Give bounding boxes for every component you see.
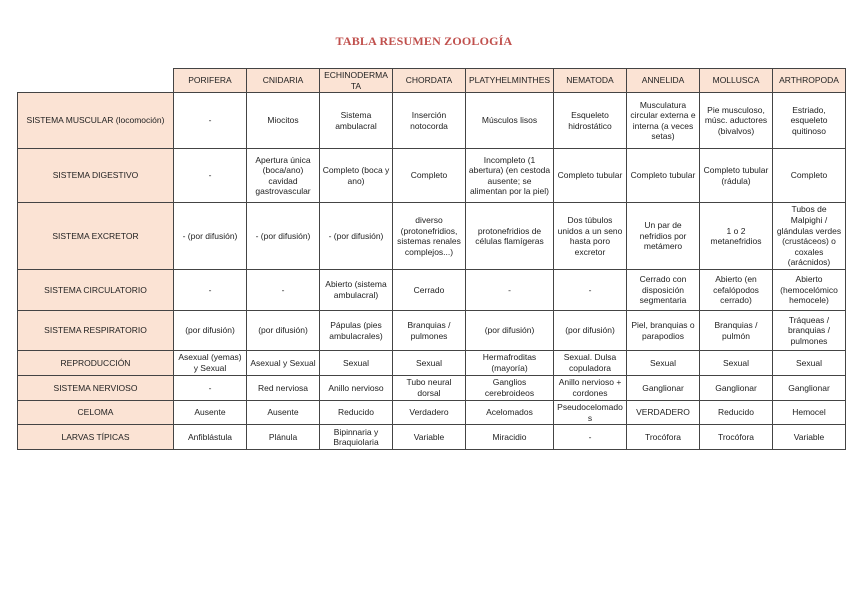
table-cell: Completo tubular (627, 149, 700, 203)
column-header: ANNELIDA (627, 69, 700, 93)
table-cell: - (554, 425, 627, 450)
table-cell: Pseudocelomados (554, 401, 627, 425)
table-cell: Un par de nefridios por metámero (627, 203, 700, 270)
table-cell: Miocitos (247, 93, 320, 149)
table-cell: Pápulas (pies ambulacrales) (320, 311, 393, 351)
table-cell: Miracidio (466, 425, 554, 450)
table-row (18, 270, 846, 311)
column-header: ARTHROPODA (773, 69, 846, 93)
table-cell: (por difusión) (247, 311, 320, 351)
table-cell: - (174, 93, 247, 149)
row-header: REPRODUCCIÓN (18, 351, 174, 376)
table-cell: - (247, 270, 320, 311)
column-header: ECHINODERMATA (320, 69, 393, 93)
table-cell: Plánula (247, 425, 320, 450)
table-row (18, 311, 846, 351)
table-cell: - (174, 270, 247, 311)
table-cell: diverso (protonefridios, sistemas renales complejos...) (393, 203, 466, 270)
table-cell: Apertura única (boca/ano) cavidad gastrovascular (247, 149, 320, 203)
table-cell: - (466, 270, 554, 311)
table-cell: Sexual (320, 351, 393, 376)
table-cell: Asexual (yemas) y Sexual (174, 351, 247, 376)
table-row (18, 425, 846, 450)
table-cell: Trocófora (700, 425, 773, 450)
row-header: SISTEMA DIGESTIVO (18, 149, 174, 203)
table-cell: Anillo nervioso (320, 376, 393, 401)
table-cell: Trocófora (627, 425, 700, 450)
table-row (18, 203, 846, 270)
table-cell: - (554, 270, 627, 311)
header-row (18, 69, 846, 93)
table-cell: - (174, 376, 247, 401)
table-cell: Red nerviosa (247, 376, 320, 401)
page-title: TABLA RESUMEN ZOOLOGÍA (335, 34, 513, 48)
table-cell: 1 o 2 metanefridios (700, 203, 773, 270)
row-header: SISTEMA NERVIOSO (18, 376, 174, 401)
table-cell: Hemocel (773, 401, 846, 425)
column-header: CNIDARIA (247, 69, 320, 93)
table-cell: Hermafroditas (mayoría) (466, 351, 554, 376)
table-cell: Completo (393, 149, 466, 203)
table-cell: Cerrado con disposición segmentaria (627, 270, 700, 311)
table-cell: Piel, branquias o parapodios (627, 311, 700, 351)
table-cell: Tubos de Malpighi / glándulas verdes (crustáceos) o coxales (arácnidos) (773, 203, 846, 270)
table-row (18, 93, 846, 149)
table-cell: Ganglionar (627, 376, 700, 401)
zoology-summary-table (17, 68, 846, 450)
table-row (18, 351, 846, 376)
column-header: NEMATODA (554, 69, 627, 93)
table-cell: (por difusión) (466, 311, 554, 351)
table-row (18, 401, 846, 425)
column-header: PORIFERA (174, 69, 247, 93)
table-cell: Completo tubular (rádula) (700, 149, 773, 203)
row-header: CELOMA (18, 401, 174, 425)
table-cell: Incompleto (1 abertura) (en cestoda ausente; se alimentan por la piel) (466, 149, 554, 203)
table-cell: Pie musculoso, músc. aductores (bivalvos) (700, 93, 773, 149)
table-cell: VERDADERO (627, 401, 700, 425)
table-cell: Músculos lisos (466, 93, 554, 149)
table-cell: Acelomados (466, 401, 554, 425)
table-cell: - (174, 149, 247, 203)
table-cell: Dos túbulos unidos a un seno hasta poro excretor (554, 203, 627, 270)
table-cell: - (por difusión) (174, 203, 247, 270)
table-cell: (por difusión) (174, 311, 247, 351)
table-cell: Sexual (627, 351, 700, 376)
row-header: SISTEMA CIRCULATORIO (18, 270, 174, 311)
table-cell: Completo tubular (554, 149, 627, 203)
table-cell: Anfiblástula (174, 425, 247, 450)
table-cell: Tráqueas / branquias / pulmones (773, 311, 846, 351)
table-cell: Branquias / pulmones (393, 311, 466, 351)
table-cell: Variable (773, 425, 846, 450)
table-cell: Estriado, esqueleto quitinoso (773, 93, 846, 149)
header-corner (18, 69, 174, 93)
table-cell: Musculatura circular externa e interna (a veces setas) (627, 93, 700, 149)
table-cell: Ganglionar (773, 376, 846, 401)
row-header: SISTEMA EXCRETOR (18, 203, 174, 270)
table-cell: Abierto (sistema ambulacral) (320, 270, 393, 311)
table-row (18, 149, 846, 203)
table-cell: Ganglionar (700, 376, 773, 401)
table-cell: Sistema ambulacral (320, 93, 393, 149)
column-header: CHORDATA (393, 69, 466, 93)
table-cell: Branquias / pulmón (700, 311, 773, 351)
column-header: MOLLUSCA (700, 69, 773, 93)
table-cell: Completo (773, 149, 846, 203)
table-cell: Sexual (773, 351, 846, 376)
table-cell: Sexual (700, 351, 773, 376)
table-cell: Cerrado (393, 270, 466, 311)
table-cell: Tubo neural dorsal (393, 376, 466, 401)
table-cell: - (por difusión) (320, 203, 393, 270)
table-cell: Ausente (247, 401, 320, 425)
table-cell: Completo (boca y ano) (320, 149, 393, 203)
table-cell: Esqueleto hidrostático (554, 93, 627, 149)
table-cell: Sexual. Dulsa copuladora (554, 351, 627, 376)
table-cell: Abierto (hemocelómico hemocele) (773, 270, 846, 311)
table-cell: Verdadero (393, 401, 466, 425)
table-cell: Variable (393, 425, 466, 450)
table-cell: Ganglios cerebroideos (466, 376, 554, 401)
table-cell: Inserción notocorda (393, 93, 466, 149)
row-header: LARVAS TÍPICAS (18, 425, 174, 450)
table-cell: protonefridios de células flamígeras (466, 203, 554, 270)
table-cell: (por difusión) (554, 311, 627, 351)
table-cell: Asexual y Sexual (247, 351, 320, 376)
table-cell: Bipinnaria y Braquiolaria (320, 425, 393, 450)
row-header: SISTEMA MUSCULAR (locomoción) (18, 93, 174, 149)
table-cell: Reducido (700, 401, 773, 425)
table-cell: Anillo nervioso + cordones (554, 376, 627, 401)
table-cell: Abierto (en cefalópodos cerrado) (700, 270, 773, 311)
table-cell: - (por difusión) (247, 203, 320, 270)
row-header: SISTEMA RESPIRATORIO (18, 311, 174, 351)
column-header: PLATYHELMINTHES (466, 69, 554, 93)
table-cell: Reducido (320, 401, 393, 425)
table-row (18, 376, 846, 401)
table-cell: Ausente (174, 401, 247, 425)
table-cell: Sexual (393, 351, 466, 376)
